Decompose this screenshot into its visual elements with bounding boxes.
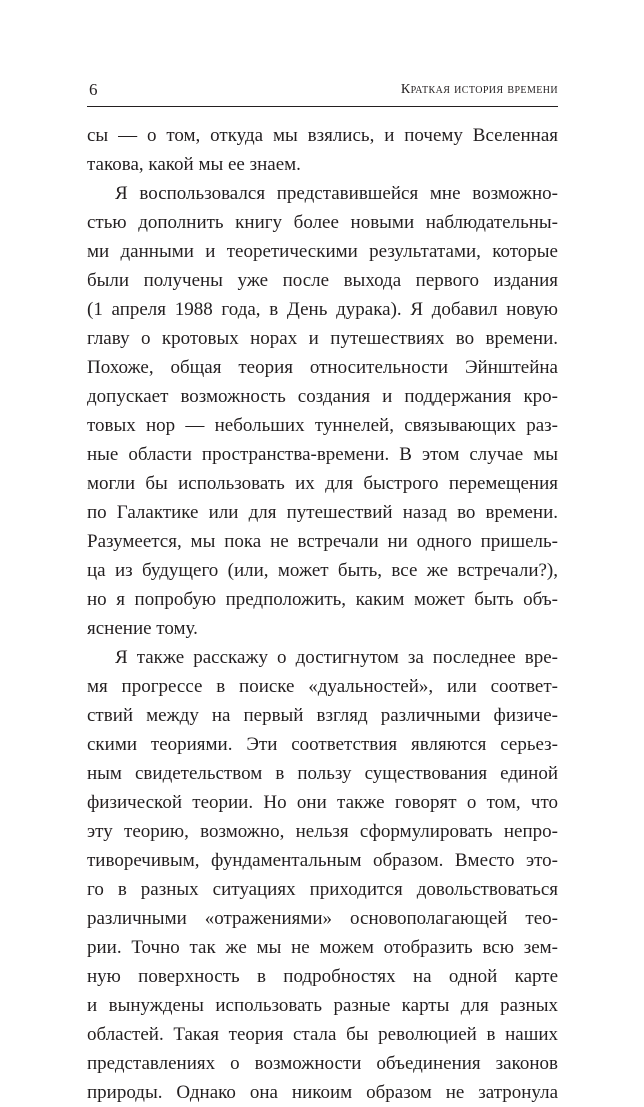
text-line: ствий между на первый взгляд различными физиче- — [87, 705, 558, 726]
text-line: главу о кротовых норах и путешествиях во времени. — [87, 328, 558, 349]
text-line: такова, какой мы ее знаем. — [87, 154, 301, 175]
text-line: эту теорию, возможно, нельзя сформулировать непро- — [87, 821, 558, 842]
text-line: мя прогрессе в поиске «дуальностей», или соответ- — [87, 676, 558, 697]
text-line: Похоже, общая теория относительности Эйнштейна — [87, 357, 558, 378]
text-line: стью дополнить книгу более новыми наблюдательны- — [87, 212, 558, 233]
text-line: по Галактике или для путешествий назад во времени. — [87, 502, 558, 523]
text-line: допускает возможность создания и поддержания кро- — [87, 386, 558, 407]
text-line: и вынуждены использовать разные карты для разных — [87, 995, 558, 1016]
page-number: 6 — [89, 80, 98, 99]
text-line: ца из будущего (или, может быть, все же встречали?), — [87, 560, 558, 581]
text-line: товых нор — небольших туннелей, связывающих раз- — [87, 415, 558, 436]
text-line: физической теории. Но они также говорят о том, что — [87, 792, 558, 813]
text-line: ные области пространства-времени. В этом случае мы — [87, 444, 558, 465]
text-line: ми данными и теоретическими результатами, которые — [87, 241, 558, 262]
text-line: ным свидетельством в пользу существования единой — [87, 763, 558, 784]
text-line: представлениях о возможности объединения законов — [87, 1053, 558, 1074]
page-header — [87, 80, 558, 102]
text-line: но я попробую предположить, каким может быть объ- — [87, 589, 558, 610]
running-title: Краткая история времени — [400, 82, 558, 97]
text-line: областей. Такая теория стала бы революцией в наших — [87, 1024, 558, 1045]
text-line: сы — о том, откуда мы взялись, и почему Вселенная — [87, 125, 558, 146]
body-text — [87, 121, 558, 1107]
text-line: природы. Однако она никоим образом не затронула — [87, 1082, 558, 1103]
text-line: Я воспользовался представившейся мне возможно- — [115, 183, 558, 204]
text-line: го в разных ситуациях приходится довольствоваться — [87, 879, 558, 900]
text-line: были получены уже после выхода первого издания — [87, 270, 558, 291]
header-rule — [87, 106, 558, 107]
text-line: рии. Точно так же мы не можем отобразить всю зем- — [87, 937, 558, 958]
text-line: различными «отражениями» основополагающей тео- — [87, 908, 558, 929]
text-line: Я также расскажу о достигнутом за последнее вре- — [115, 647, 558, 668]
text-line: ную поверхность в подробностях на одной карте — [87, 966, 558, 987]
text-line: Разумеется, мы пока не встречали ни одного пришель- — [87, 531, 558, 552]
text-line: (1 апреля 1988 года, в День дурака). Я добавил новую — [87, 299, 558, 320]
text-line: могли бы использовать их для быстрого перемещения — [87, 473, 558, 494]
text-line: яснение тому. — [87, 618, 198, 639]
text-line: скими теориями. Эти соответствия являются серьез- — [87, 734, 558, 755]
text-line: тиворечивым, фундаментальным образом. Вместо это- — [87, 850, 558, 871]
